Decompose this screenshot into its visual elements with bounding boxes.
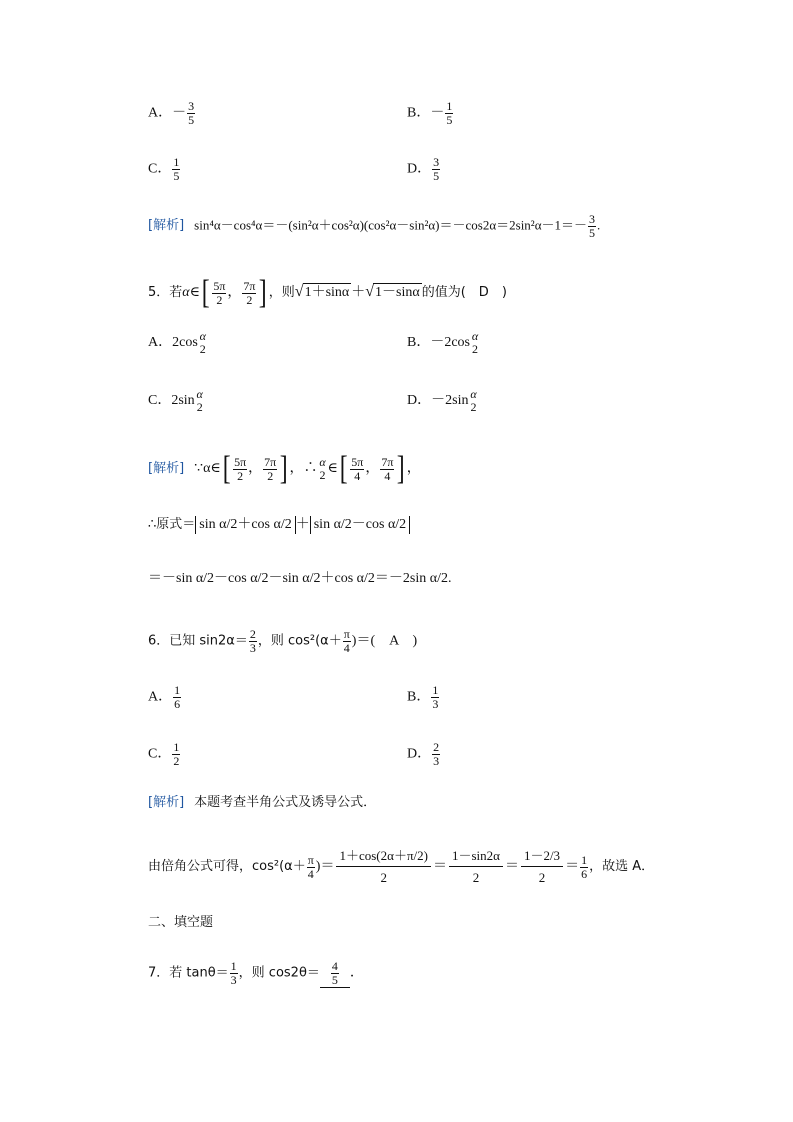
fraction: $\frac{1-\sin 2\alpha}{2}$	[449, 848, 503, 886]
fraction: $\frac{1}{5}$	[173, 155, 180, 183]
q5-option-d: D．－2sin α 2	[407, 387, 477, 414]
fraction: $\frac{\pi}{4}$	[343, 627, 350, 655]
q6-derivation: 由倍角公式可得，cos²(α＋ $\frac{\pi}{4}$ )＝ $\frac{1+\cos(2\alpha+\pi/2)}{2}$ ＝ $\frac{1-\sin 2\alpha}{2}$ ＝ $\frac{1-2/3}{2}$ ＝ $\frac{1}{6}$ ，故选 A．	[148, 848, 655, 885]
q5-analysis: [解析] ∵α∈[ $\frac{5\pi}{2}$ ， $\frac{7\pi}{2}$ ] ，∴ α 2 ∈[ $\frac{5\pi}{4}$ ， $\frac{7\pi}{4}$ ] ，	[148, 450, 421, 487]
fraction: $\frac{7\pi}{2}$	[243, 278, 256, 307]
q5-option-a: A．2cos α 2	[148, 329, 206, 356]
fraction: α 2	[196, 387, 203, 414]
q5-final-line: ＝－sin α/2－cos α/2－sin α/2＋cos α/2＝－2sin α/2.	[148, 571, 452, 586]
fraction: $\frac{1}{3}$	[230, 959, 237, 987]
fraction: $\frac{7\pi}{2}$	[264, 454, 277, 483]
fraction: $\frac{1}{6}$	[581, 852, 588, 881]
fraction: $\frac{3}{5}$	[589, 212, 596, 240]
fraction: α 2	[199, 329, 206, 356]
fraction: $\frac{2}{3}$	[433, 740, 440, 768]
analysis-tag: [解析]	[148, 461, 185, 477]
fraction: $\frac{1}{6}$	[174, 683, 181, 711]
q5-stem: 5．若α∈[ $\frac{5\pi}{2}$ ， $\frac{7\pi}{2}$ ] ，则√1＋sinα ＋√1－sinα 的值为( D )	[148, 274, 507, 311]
fraction: $\frac{7\pi}{4}$	[381, 454, 394, 483]
fraction: α 2	[319, 455, 326, 482]
fraction: $\frac{\pi}{4}$	[307, 852, 314, 881]
fraction: α 2	[470, 387, 477, 414]
q4-option-d: D． $\frac{3}{5}$	[407, 155, 440, 183]
section-title: 二、填空题	[148, 915, 214, 930]
q6-analysis: [解析] 本题考查半角公式及诱导公式．	[148, 795, 377, 810]
fraction: $\frac{1}{5}$	[446, 99, 453, 127]
q6-option-a: A． $\frac{1}{6}$	[148, 683, 181, 711]
q4-option-a: A．－ $\frac{3}{5}$	[148, 99, 195, 127]
absolute-value: sin α/2－cos α/2	[310, 516, 410, 534]
fraction: $\frac{1+\cos(2\alpha+\pi/2)}{2}$	[336, 848, 430, 886]
q6-option-d: D． $\frac{2}{3}$	[407, 740, 440, 768]
fraction: $\frac{3}{5}$	[433, 155, 440, 183]
q5-option-b: B．－2cos α 2	[407, 329, 479, 356]
sqrt: 1＋sinα	[304, 285, 350, 301]
fraction: $\frac{1}{3}$	[432, 683, 439, 711]
q6-option-b: B． $\frac{1}{3}$	[407, 683, 439, 711]
q4-option-b: B．－ $\frac{1}{5}$	[407, 99, 453, 127]
fraction: $\frac{3}{5}$	[188, 99, 195, 127]
absolute-value: sin α/2＋cos α/2	[195, 516, 295, 534]
q5-option-c: C．2sin α 2	[148, 387, 203, 414]
fraction: $\frac{5\pi}{2}$	[213, 278, 226, 307]
fraction: $\frac{5\pi}{4}$	[351, 454, 364, 483]
q4-option-c: C． $\frac{1}{5}$	[148, 155, 180, 183]
q6-stem: 6．已知 sin2α＝ $\frac{2}{3}$ ，则 cos²(α＋ $\frac{\pi}{4}$ )＝( A )	[148, 627, 418, 655]
fraction: $\frac{4}{5}$	[331, 959, 338, 987]
fraction: $\frac{1-2/3}{2}$	[521, 848, 563, 886]
analysis-tag: [解析]	[148, 795, 185, 810]
q7-stem: 7．若 tanθ＝ $\frac{1}{3}$ ，则 cos2θ＝ $\frac{4}{5}$ ．	[148, 959, 364, 987]
answer-blank	[320, 960, 350, 988]
fraction: $\frac{5\pi}{2}$	[234, 454, 247, 483]
q4-analysis: [解析] sin⁴α－cos⁴α＝－(sin²α＋cos²α)(cos²α－sin²α)＝－cos2α＝2sin²α－1＝－ $\frac{3}{5}$ .	[148, 212, 601, 240]
fraction: $\frac{2}{3}$	[249, 627, 256, 655]
fraction: α 2	[471, 329, 479, 356]
fraction: $\frac{1}{2}$	[173, 740, 180, 768]
sqrt: 1－sinα	[375, 285, 420, 301]
analysis-tag: [解析]	[148, 218, 185, 234]
q5-original-expression: ∴原式＝ sin α/2＋cos α/2 ＋ sin α/2－cos α/2	[148, 516, 410, 534]
q6-option-c: C． $\frac{1}{2}$	[148, 740, 180, 768]
